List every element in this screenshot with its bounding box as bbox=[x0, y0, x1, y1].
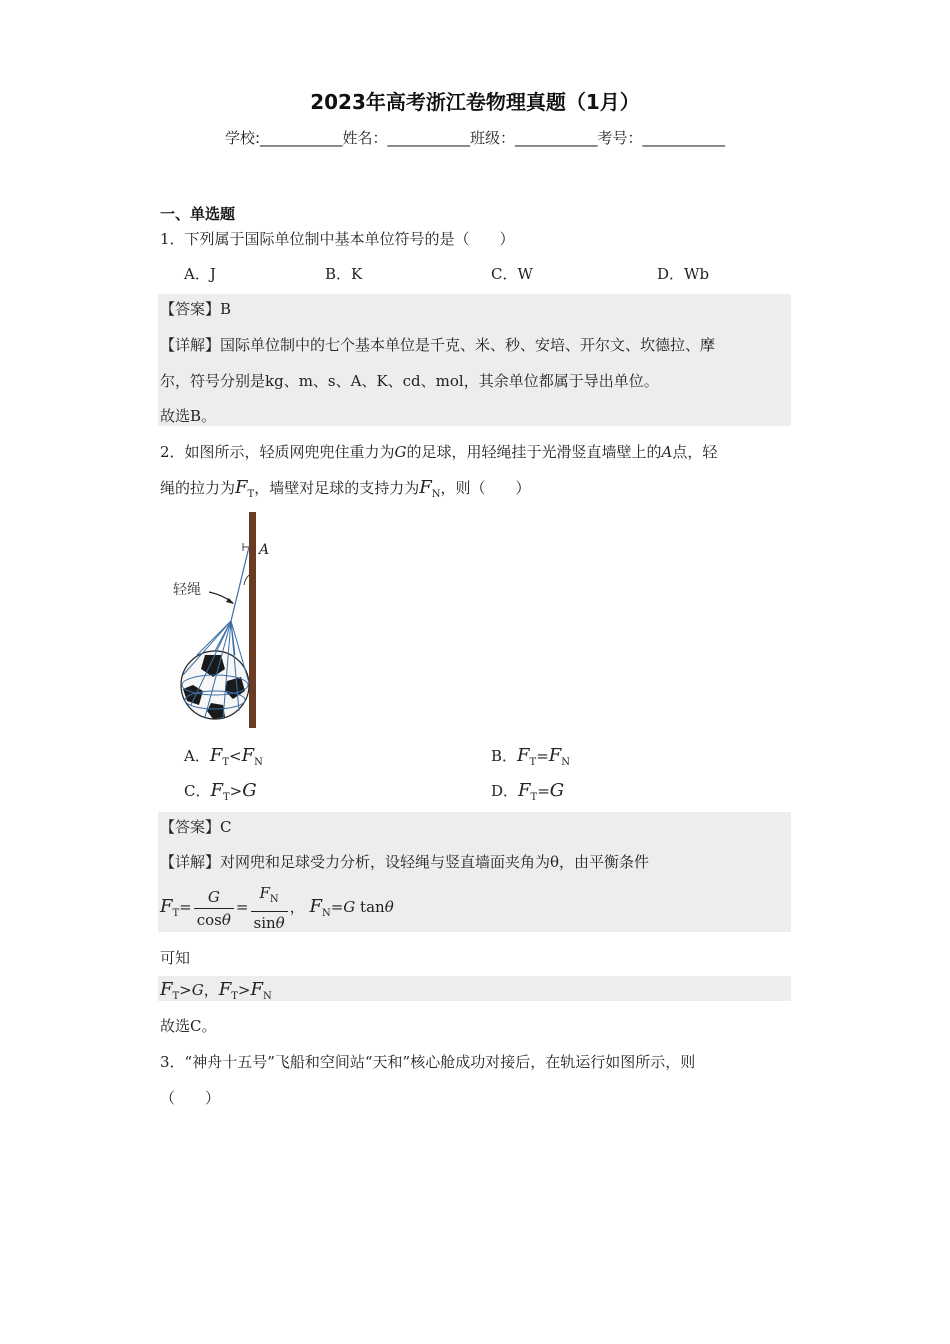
q1-conclusion: 故选B。 bbox=[160, 407, 217, 425]
q1-detail-line2: 尔，符号分别是kg、m、s、A、K、cd、mol，其余单位都属于导出单位。 bbox=[160, 372, 659, 390]
q1-option-b: B．K bbox=[325, 265, 363, 283]
wall bbox=[249, 512, 256, 728]
q1-stem: 1．下列属于国际单位制中基本单位符号的是（ ） bbox=[160, 230, 515, 248]
q2-result: $F_T>G$，$F_T>F_N$ bbox=[160, 979, 272, 1002]
rope-label: 轻绳 bbox=[173, 582, 201, 598]
q2-formula: $F_T=$ $\frac{G}{\cos\theta}$ = $\frac{F_N}{\sin\theta}$ ， $F_N=G$ tanθ bbox=[160, 884, 394, 932]
q1-answer-block bbox=[158, 294, 791, 426]
q1-answer: 【答案】B bbox=[160, 300, 232, 318]
q2-detail: 【详解】对网兜和足球受力分析，设轻绳与竖直墙面夹角为θ，由平衡条件 bbox=[160, 853, 650, 871]
q2-option-c: C．$F_T>G$ bbox=[184, 780, 257, 803]
q2-option-b: B．$F_T=F_N$ bbox=[491, 745, 571, 768]
q1-option-a: A．J bbox=[184, 265, 216, 283]
q1-detail-line1: 【详解】国际单位制中的七个基本单位是千克、米、秒、安培、开尔文、坎德拉、摩 bbox=[160, 336, 716, 354]
q2-conclusion: 故选C。 bbox=[160, 1017, 217, 1035]
q2-answer: 【答案】C bbox=[160, 818, 232, 836]
q3-stem-line1: 3．“神舟十五号”飞船和空间站“天和”核心舱成功对接后，在轨运行如图所示，则 bbox=[160, 1053, 696, 1071]
q2-option-d: D．$F_T=G$ bbox=[491, 780, 565, 803]
point-a-label: A bbox=[259, 542, 270, 558]
q2-option-a: A．$F_T<F_N$ bbox=[184, 745, 263, 768]
q2-know: 可知 bbox=[160, 949, 191, 967]
rope bbox=[231, 547, 249, 621]
q2-stem-line2: 绳的拉力为$F_T$，墙壁对足球的支持力为$F_N$，则（ ） bbox=[160, 477, 531, 500]
student-info-line: 学校:___________姓名：___________班级：___________考号：___________ bbox=[224, 129, 726, 147]
q1-option-d: D．Wb bbox=[657, 265, 710, 283]
page-title: 2023年高考浙江卷物理真题（1月） bbox=[310, 90, 640, 114]
q2-stem-line1: 2．如图所示，轻质网兜兜住重力为G的足球，用轻绳挂于光滑竖直墙壁上的A点，轻 bbox=[160, 443, 718, 461]
section-heading: 一、单选题 bbox=[160, 205, 236, 223]
ball-net-figure bbox=[165, 505, 295, 735]
q3-stem-line2: （ ） bbox=[160, 1089, 221, 1107]
q1-option-c: C．W bbox=[491, 265, 533, 283]
